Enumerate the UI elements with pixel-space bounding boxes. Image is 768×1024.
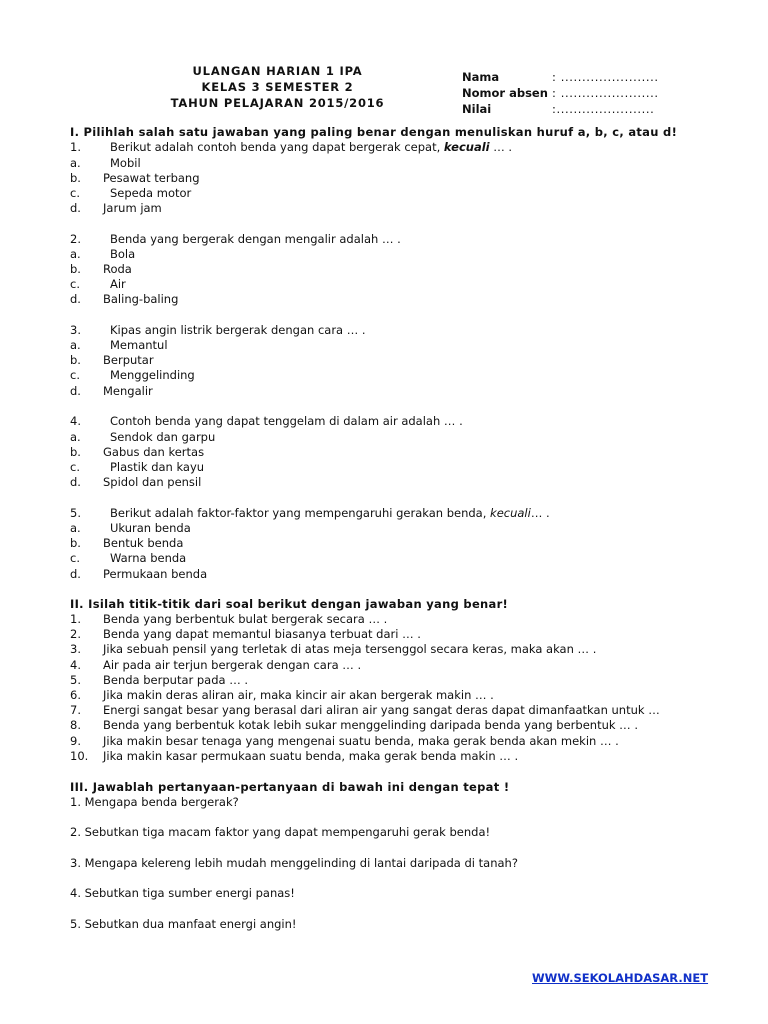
essay-question: 3. Mengapa kelereng lebih mudah menggelinding di lantai daripada di tanah? [70,856,518,870]
item-text: Jika sebuah pensil yang terletak di atas meja tersenggol secara keras, maka akan … . [103,642,597,656]
option-letter: a. [70,247,81,261]
item-number: 1. [70,612,81,626]
item-text: Benda berputar pada … . [103,673,249,687]
item-number: 10. [70,749,89,763]
option-letter: b. [70,262,81,276]
essay-question: 4. Sebutkan tiga sumber energi panas! [70,886,295,900]
identity-value: : ....................... [552,70,659,84]
question-text: Benda yang bergerak dengan mengalir adalah … . [110,232,401,246]
option-text: Sepeda motor [110,186,192,200]
option-letter: a. [70,430,81,444]
item-number: 8. [70,718,81,732]
exam-title-line-1: ULANGAN HARIAN 1 IPA [192,64,363,78]
option-letter: d. [70,475,81,489]
item-text: Jika makin besar tenaga yang mengenai suatu benda, maka gerak benda akan mekin … . [103,734,619,748]
item-text: Energi sangat besar yang berasal dari aliran air yang sangat deras dapat dimanfaatkan untuk … [103,703,660,717]
option-letter: d. [70,292,81,306]
option-letter: c. [70,551,80,565]
option-text: Ukuran benda [110,521,191,535]
option-letter: c. [70,368,80,382]
option-letter: c. [70,186,80,200]
question-number: 3. [70,323,81,337]
option-text: Mengalir [103,384,153,398]
option-text: Jarum jam [103,201,162,215]
option-text: Menggelinding [110,368,195,382]
section-3-heading: III. Jawablah pertanyaan-pertanyaan di bawah ini dengan tepat ! [70,780,510,794]
question-number: 4. [70,414,81,428]
option-text: Bola [110,247,136,261]
option-text: Warna benda [110,551,187,565]
item-number: 2. [70,627,81,641]
essay-question: 1. Mengapa benda bergerak? [70,795,239,809]
option-letter: a. [70,338,81,352]
option-letter: b. [70,171,81,185]
option-letter: b. [70,445,81,459]
identity-value: : ....................... [552,86,659,100]
option-text: Air [110,277,126,291]
identity-label: Nilai [462,102,492,116]
question-text: Berikut adalah faktor-faktor yang mempengaruhi gerakan benda, kecuali… . [110,506,550,520]
option-letter: c. [70,460,80,474]
option-letter: b. [70,353,81,367]
option-text: Memantul [110,338,168,352]
item-number: 6. [70,688,81,702]
item-text: Benda yang berbentuk bulat bergerak secara … . [103,612,388,626]
item-text: Jika makin deras aliran air, maka kincir air akan bergerak makin … . [103,688,494,702]
option-letter: b. [70,536,81,550]
item-number: 3. [70,642,81,656]
item-text: Benda yang dapat memantul biasanya terbuat dari … . [103,627,421,641]
identity-value: :....................... [552,102,655,116]
item-text: Benda yang berbentuk kotak lebih sukar menggelinding daripada benda yang berbentuk … . [103,718,638,732]
option-text: Permukaan benda [103,567,208,581]
section-1-heading: I. Pilihlah salah satu jawaban yang paling benar dengan menuliskan huruf a, b, c, atau d! [70,125,678,139]
item-number: 4. [70,658,81,672]
question-text: Contoh benda yang dapat tenggelam di dalam air adalah … . [110,414,463,428]
option-text: Pesawat terbang [103,171,200,185]
footer-website-link[interactable]: WWW.SEKOLAHDASAR.NET [532,971,709,985]
option-text: Gabus dan kertas [103,445,205,459]
item-number: 7. [70,703,81,717]
identity-label: Nomor absen [462,86,548,100]
option-letter: d. [70,201,81,215]
option-text: Berputar [103,353,154,367]
essay-question: 5. Sebutkan dua manfaat energi angin! [70,917,297,931]
section-2-heading: II. Isilah titik-titik dari soal berikut dengan jawaban yang benar! [70,597,509,611]
option-text: Bentuk benda [103,536,184,550]
option-letter: a. [70,156,81,170]
item-text: Air pada air terjun bergerak dengan cara … . [103,658,362,672]
exam-title-line-2: KELAS 3 SEMESTER 2 [201,80,354,94]
question-number: 5. [70,506,81,520]
option-text: Sendok dan garpu [110,430,216,444]
question-text: Berikut adalah contoh benda yang dapat bergerak cepat, kecuali … . [110,140,513,154]
item-text: Jika makin kasar permukaan suatu benda, maka gerak benda makin … . [103,749,519,763]
identity-label: Nama [462,70,500,84]
option-letter: d. [70,567,81,581]
exam-title-line-3: TAHUN PELAJARAN 2015/2016 [170,96,385,110]
question-text: Kipas angin listrik bergerak dengan cara … . [110,323,366,337]
option-text: Spidol dan pensil [103,475,202,489]
option-text: Roda [103,262,132,276]
item-number: 9. [70,734,81,748]
option-text: Baling-baling [103,292,179,306]
option-letter: a. [70,521,81,535]
option-letter: c. [70,277,80,291]
item-number: 5. [70,673,81,687]
option-letter: d. [70,384,81,398]
question-number: 1. [70,140,81,154]
essay-question: 2. Sebutkan tiga macam faktor yang dapat mempengaruhi gerak benda! [70,825,491,839]
option-text: Plastik dan kayu [110,460,205,474]
question-number: 2. [70,232,81,246]
option-text: Mobil [110,156,141,170]
